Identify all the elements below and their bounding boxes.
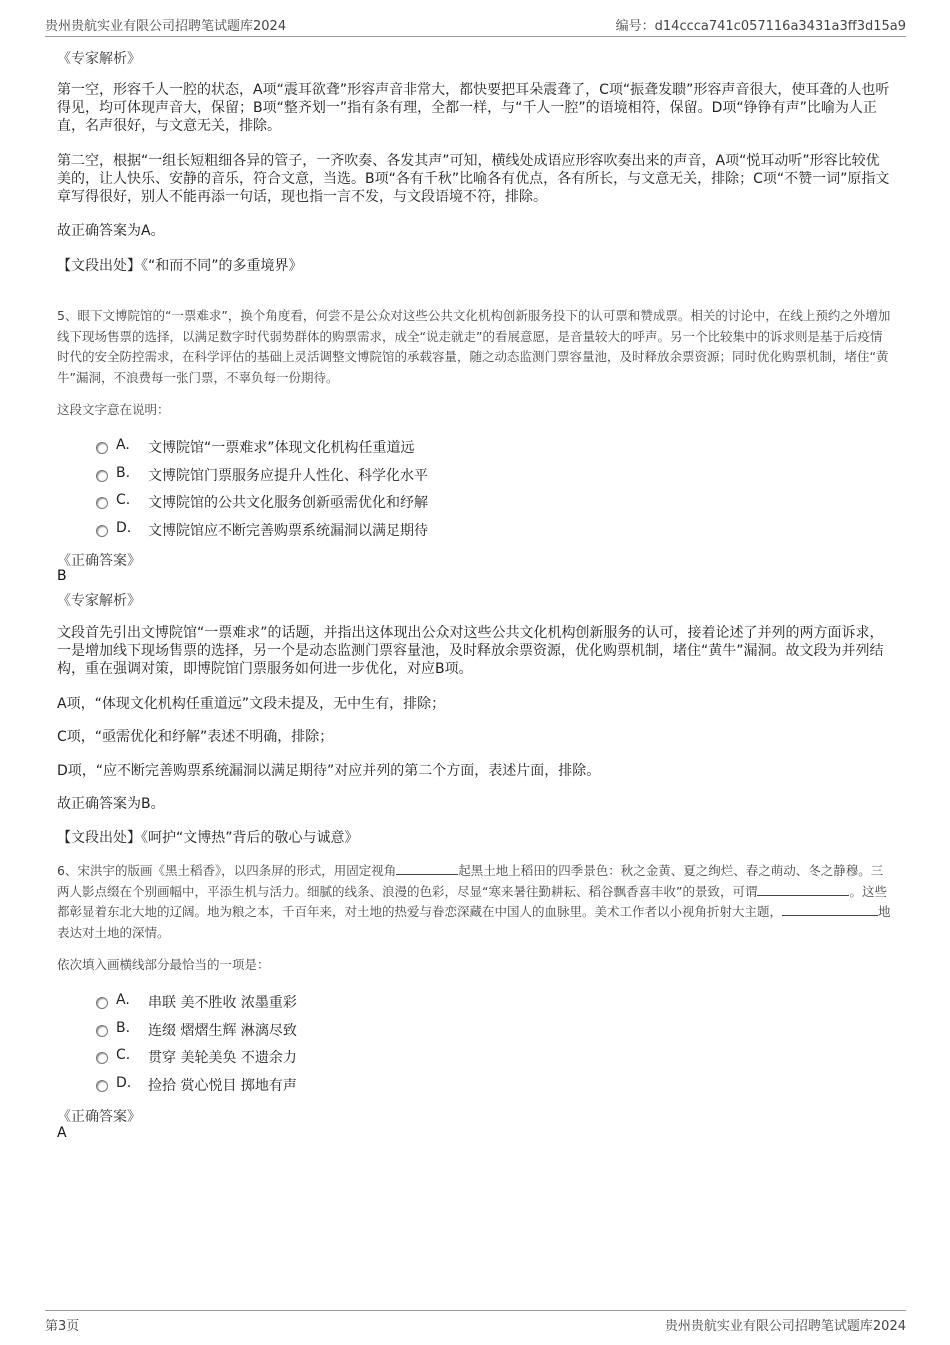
q5-answer: B <box>57 568 67 584</box>
radio-icon[interactable] <box>96 497 108 509</box>
q6-question-stem: 6、宋洪宇的版画《黑土稻香》，以四条屏的形式，用固定视角 起黑土地上稻田的四季景色：秋之金黄、夏之绚烂、春之萌动、冬之静穆。三两人影点缀在个别画幅中，平添生机与活力。细腻的线条、浪漫的色彩，尽显“寒来暑往勤耕耘、稻谷飘香喜丰收”的景致，可谓 。这些都彰显着东北大地的辽阔。地为粮之本，千百年来，对土地的热爱与眷恋深藏在中国人的血脉里。美术工作者以小视角折射大主题， 地表达对土地的深情。 <box>57 863 891 940</box>
q6-answer: A <box>57 1125 67 1141</box>
blank-1 <box>396 874 458 875</box>
page-number: 第3页 <box>45 1319 80 1334</box>
footer-title: 贵州贵航实业有限公司招聘笔试题库2024 <box>664 1319 906 1334</box>
radio-icon[interactable] <box>96 525 108 537</box>
q5-conclusion: 故正确答案为B。 <box>57 796 165 812</box>
radio-icon[interactable] <box>96 470 108 482</box>
header-title: 贵州贵航实业有限公司招聘笔试题库2024 <box>45 19 287 34</box>
q6-answer-label: 《正确答案》 <box>57 1109 141 1125</box>
q4-analysis-para-2: 第二空，根据“一组长短粗细各异的管子，一齐吹奏、各发其声”可知，横线处成语应形容吹奏出来的声音，A项“悦耳动听”形容比较优美的，让人快乐、安静的音乐，符合文意，当选。B项“各有千秋”比喻各有优点，各有所长，与文意无关，排除；C项“不赞一词”原指文章写得很好，别人不能再添一句话，现也指一言不发，与文段语境不符，排除。 <box>57 153 890 205</box>
q4-analysis-label: 《专家解析》 <box>57 51 141 67</box>
q4-conclusion: 故正确答案为A。 <box>57 223 165 239</box>
blank-3 <box>782 915 878 916</box>
page-header <box>45 14 906 37</box>
radio-icon[interactable] <box>96 997 108 1009</box>
q4-source: 【文段出处】《“和而不同”的多重境界》 <box>57 258 303 274</box>
q4-analysis-para-1: 第一空，形容千人一腔的状态，A项“震耳欲聋”形容声音非常大，都快要把耳朵震聋了，C项“振聋发聩”形容声音很大，使耳聋的人也听得见，均可体现声音大，保留；B项“整齐划一”指有条有理，全都一样，与“千人一腔”的语境相符，保留。D项“铮铮有声”比喻为人正直，名声很好，与文意无关，排除。 <box>57 82 890 134</box>
q5-source: 【文段出处】《呵护“文博热”背后的敬心与诚意》 <box>57 830 359 846</box>
radio-icon[interactable] <box>96 1025 108 1037</box>
q6-prompt: 依次填入画横线部分最恰当的一项是： <box>57 957 270 972</box>
page-footer <box>45 1310 906 1335</box>
radio-icon[interactable] <box>96 1080 108 1092</box>
q5-question-stem: 5、眼下文博院馆的“一票难求”，换个角度看，何尝不是公众对这些公共文化机构创新服务投下的认可票和赞成票。相关的讨论中，在线上预约之外增加线下现场售票的选择，以满足数字时代弱势群体的购票需求，成全“说走就走”的看展意愿，是音量较大的呼声。另一个比较集中的诉求则是基于后疫情时代的安全防控需求，在科学评估的基础上灵活调整文博院馆的承载容量，随之动态监测门票容量池，及时释放余票资源；同时优化购票机制，堵住“黄牛”漏洞，不浪费每一张门票，不辜负每一份期待。 <box>57 308 891 385</box>
q5-prompt: 这段文字意在说明： <box>57 402 170 417</box>
q5-answer-label: 《正确答案》 <box>57 553 141 569</box>
q5-note-a: A项，“体现文化机构任重道远”文段未提及，无中生有，排除； <box>57 696 446 712</box>
q5-analysis-label: 《专家解析》 <box>57 593 141 609</box>
radio-icon[interactable] <box>96 1052 108 1064</box>
q5-note-d: D项，“应不断完善购票系统漏洞以满足期待”对应并列的第二个方面，表述片面，排除。 <box>57 763 601 779</box>
radio-icon[interactable] <box>96 442 108 454</box>
header-serial-number: 编号：d14ccca741c057116a3431a3ff3d15a9 <box>615 19 906 34</box>
q5-note-c: C项，“亟需优化和纾解”表述不明确，排除； <box>57 729 334 745</box>
q5-analysis: 文段首先引出文博院馆“一票难求”的话题，并指出这体现出公众对这些公共文化机构创新服务的认可，接着论述了并列的两方面诉求，一是增加线下现场售票的选择，另一个是动态监测门票容量池，及时释放余票资源，优化购票机制，堵住“黄牛”漏洞。故文段为并列结构，重在强调对策，即博院馆门票服务如何进一步优化，对应B项。 <box>57 625 884 677</box>
blank-2 <box>757 895 849 896</box>
